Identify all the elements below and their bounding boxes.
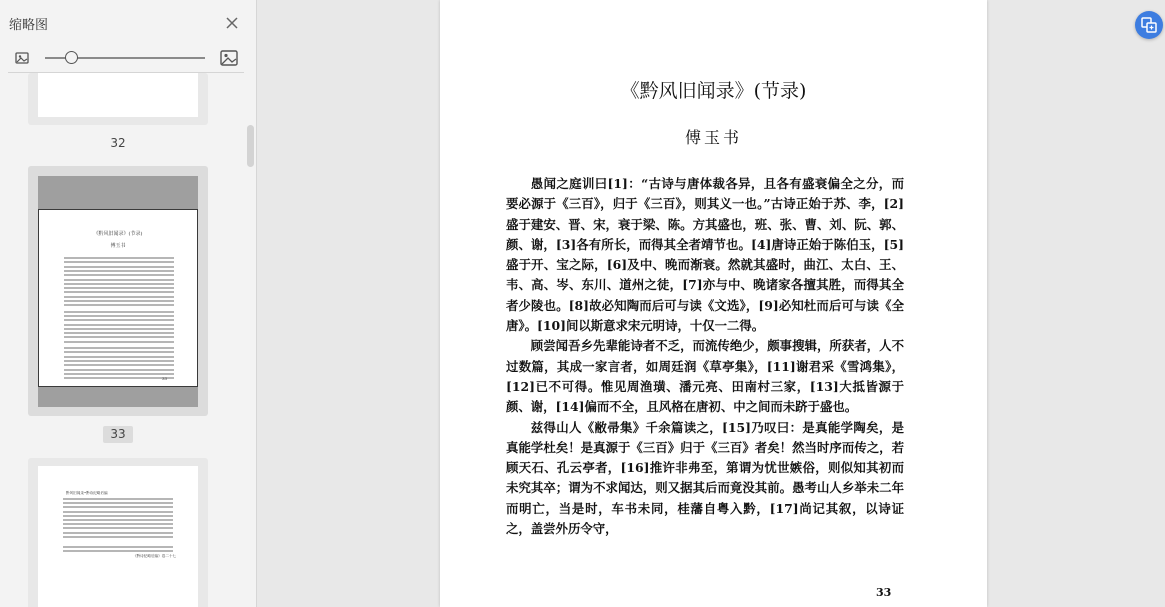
thumbnail-image: [38, 73, 198, 117]
thumbnail-text-line: [63, 519, 173, 521]
thumbnail-text-line: [63, 523, 173, 525]
paragraph: 顾尝闻吾乡先辈能诗者不乏，而流传绝少，颇事搜辑，所获者，人不过数篇，其成一家言者，如周廷润《草亭集》，[11]谢君采《雪鸿集》，[12]已不可得。惟见周渔璜、潘元亮、田南村三家，[13]大抵皆源于颜、谢，[14]偏而不全，且风格在唐初、中之间而未跻于盛也。: [506, 338, 904, 415]
thumbnail-text-line: [64, 351, 174, 353]
thumbnail-text-line: [63, 511, 173, 513]
thumbnail-text-line: [64, 324, 174, 326]
thumbnail-author: 傅玉书: [110, 243, 126, 249]
thumbnail-zoom-toolbar: [0, 44, 256, 72]
thumbnail-text-line: [63, 515, 173, 517]
thumbnail-text-line: [64, 304, 174, 306]
thumbnail-image: [38, 209, 198, 387]
thumbnail-text-line: [64, 356, 174, 358]
thumbnail-text-line: [64, 347, 174, 349]
thumbnail-text-line: [64, 315, 174, 317]
thumbnail-text-line: [64, 369, 174, 371]
thumbnail-page-34[interactable]: [28, 458, 208, 607]
thumbnail-text-line: [63, 502, 173, 504]
thumbnail-text-line: [64, 319, 174, 321]
document-author: 傅玉书: [684, 128, 742, 147]
sidebar-scrollbar[interactable]: [247, 125, 254, 167]
thumbnail-text-line: [64, 257, 174, 259]
paragraph: 兹得山人《敝帚集》千余篇读之，[15]乃叹曰：是真能学陶矣，是真能学杜矣！是真源于《三百》归于《三百》者矣！然当时序而传之，若顾天石、孔云亭者，[16]推许非弗至，第谓为忧世嫉俗，则似知其初而未究其卒；谓为不求闻达，则又据其后而竟没其前。愚考山人乡举未二年而明亡，当是时，车书未同，桂藩自粤入黔，[17]尚记其叙，以诗证之，盖尝外历令守，: [506, 419, 904, 537]
thumbnail-text-line: [63, 506, 173, 508]
thumbnail-text-line: [64, 283, 174, 285]
thumbnail-text-line: [63, 550, 173, 552]
sidebar-header: [0, 0, 256, 44]
thumbnail-footer: 《黔诗纪略后编》卷二十七: [133, 554, 177, 558]
thumbnail-size-slider[interactable]: [45, 57, 205, 59]
thumbnail-text-line: [64, 300, 174, 302]
thumbnail-header: 黔风旧闻录•黔诗纪略后编: [66, 491, 108, 495]
small-image-icon[interactable]: [12, 48, 32, 68]
thumbnail-text-line: [64, 332, 174, 334]
thumbnail-text-line: [64, 341, 174, 343]
thumbnail-label: 32: [110, 136, 126, 150]
page-number: 33: [876, 586, 892, 599]
large-image-icon[interactable]: [218, 47, 240, 69]
thumbnail-text-line: [64, 336, 174, 338]
thumbnail-text-line: [63, 498, 173, 500]
thumbnail-text-line: [64, 279, 174, 281]
thumbnail-text-line: [64, 373, 174, 375]
thumbnail-page-32[interactable]: [28, 73, 208, 125]
thumbnail-text-line: [64, 291, 174, 293]
thumbnail-text-line: [64, 360, 174, 362]
thumbnail-text-line: [64, 296, 174, 298]
thumbnail-label: 33: [103, 426, 133, 443]
thumbnail-text-line: [64, 274, 174, 276]
slider-handle[interactable]: [65, 51, 78, 64]
thumbnail-text-line: [64, 270, 174, 272]
thumbnail-text-line: [64, 364, 174, 366]
thumbnail-page-33[interactable]: [28, 166, 208, 416]
document-body: [506, 174, 904, 539]
floating-tool-button[interactable]: [1135, 11, 1163, 39]
thumbnail-text-line: [63, 532, 173, 534]
thumbnail-text-line: [64, 261, 174, 263]
document-title: 《黔风旧闻录》(节录): [620, 80, 807, 102]
sidebar-title: 缩略图: [9, 18, 49, 33]
thumbnail-text-line: [64, 266, 174, 268]
thumbnail-sidebar: [0, 0, 257, 607]
thumbnail-text-line: [64, 328, 174, 330]
paragraph: 愚闻之庭训曰[1]：“古诗与唐体裁各异，且各有盛衰偏全之分，而要必源于《三百》，归于《三百》，则其义一也。”古诗正始于苏、李，[2]盛于建安、晋、宋，衰于梁、陈。方其盛也，班、张、曹、刘、阮、郭、颜、谢，[3]各有所长，而得其全者靖节也。[4]唐诗正始于陈伯玉，[5]盛于开、宝之际，[6]及中、晚而渐衰。然就其盛时，曲江、太白、王、韦、高、岑、东川、道州之徒，[7]亦与中、晚诸家各擅其胜，而得其全者少陵也。[8]故必知陶而后可与读《文选》，[9]必知杜而后可与读《全唐》。[10]间以斯意求宋元明诗，十仅一二得。: [506, 176, 904, 334]
thumbnail-text-line: [63, 546, 173, 548]
thumbnail-title: 《黔风旧闻录》(节录): [93, 231, 143, 237]
thumbnail-text-line: [64, 377, 174, 379]
document-page: [440, 0, 987, 607]
translate-icon: [1135, 11, 1163, 39]
close-icon[interactable]: [222, 13, 242, 33]
thumbnail-text-line: [63, 536, 173, 538]
thumbnail-text-line: [63, 527, 173, 529]
thumbnail-image: [38, 466, 198, 607]
thumbnail-text-line: [64, 311, 174, 313]
thumbnail-text-line: [64, 287, 174, 289]
thumbnail-page-number: 33: [162, 376, 168, 381]
